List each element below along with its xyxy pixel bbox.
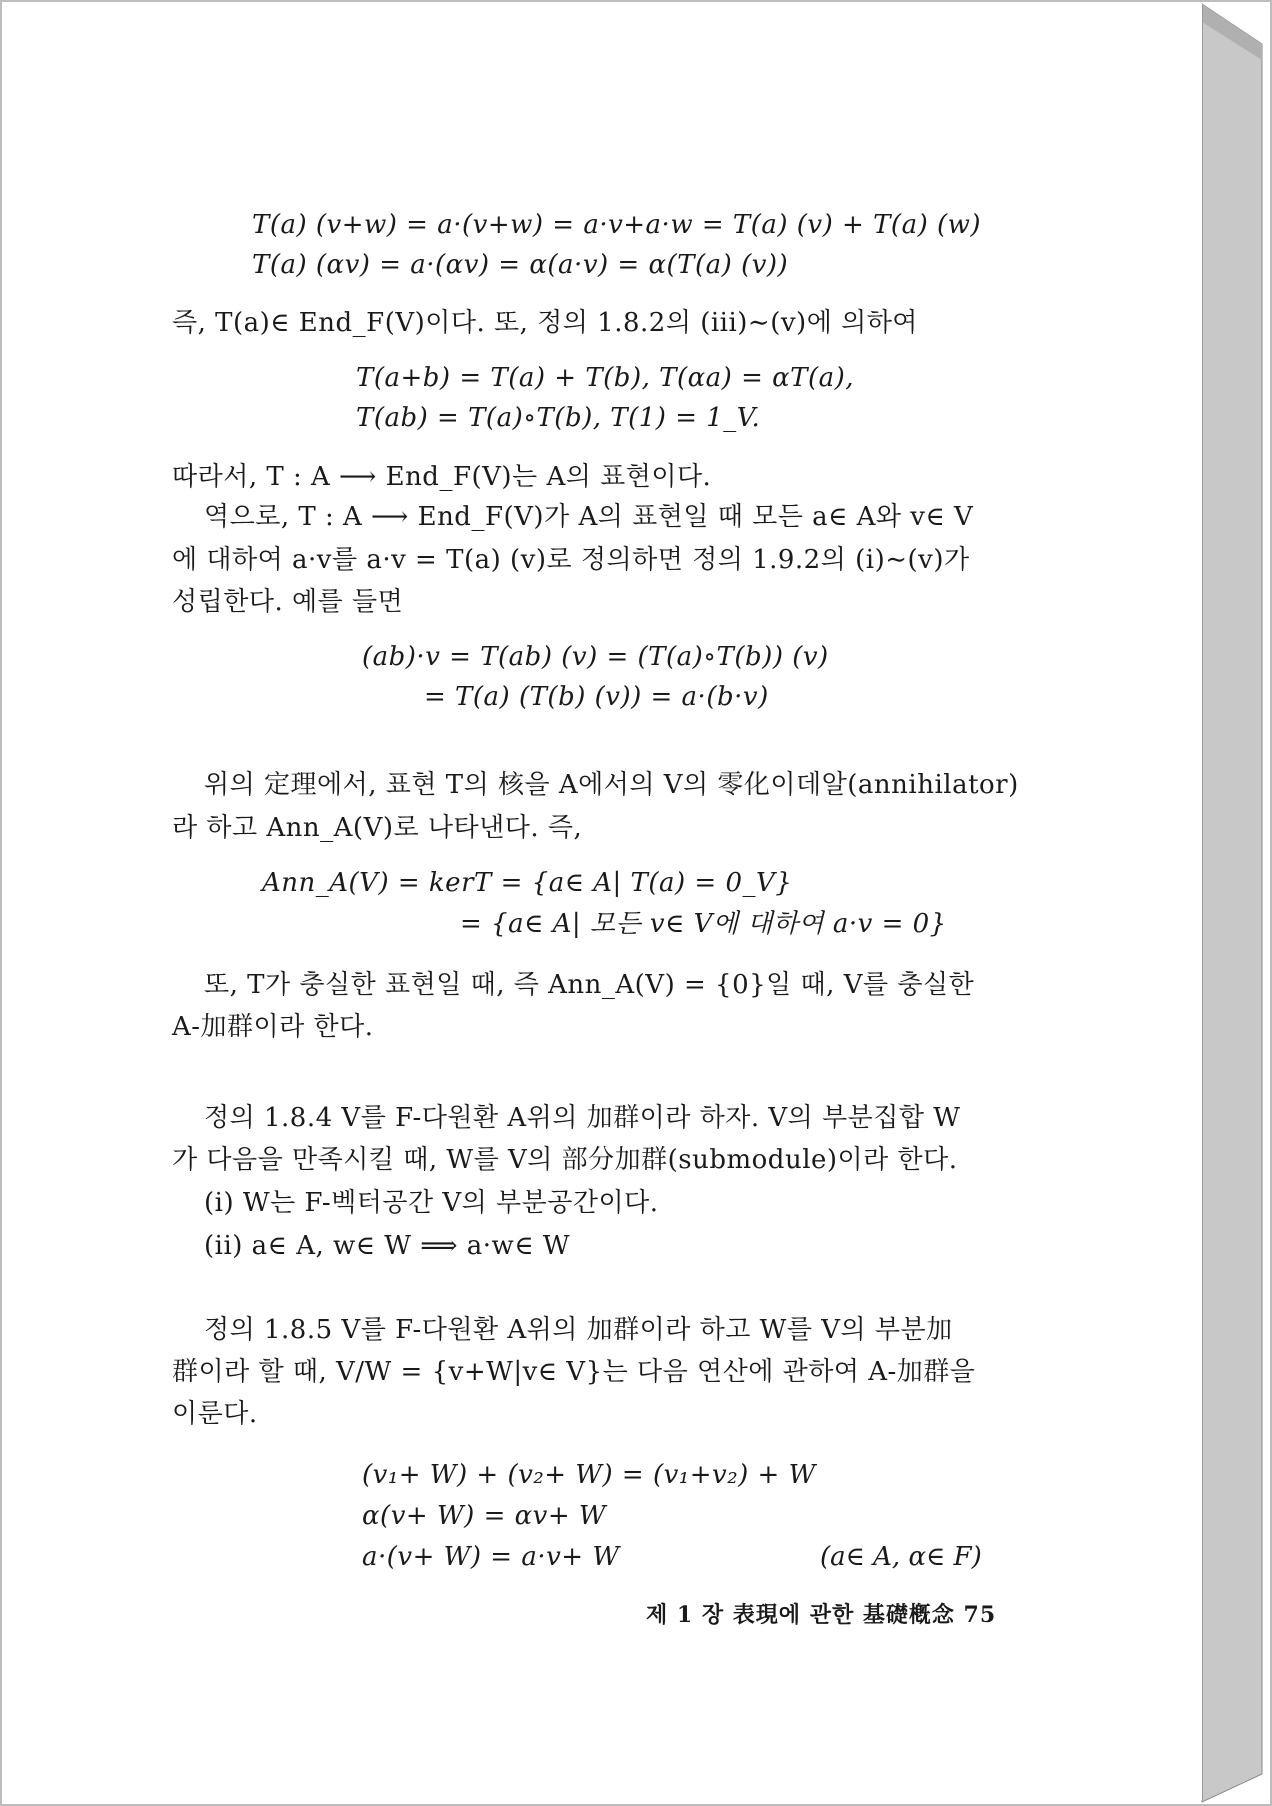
paragraph-line: 에 대하여 a·v를 a·v = T(a) (v)로 정의하면 정의 1.9.2의 (i)∼(v)가 (172, 545, 970, 575)
paragraph-line: 위의 定理에서, 표현 T의 核을 A에서의 V의 零化이데알(annihilator) (204, 770, 1019, 800)
equation-condition: (a∈ A, α∈ F) (820, 1542, 982, 1572)
equation-line: = {a∈ A| 모든 v∈ V에 대하여 a·v = 0} (460, 909, 947, 939)
equation-line: T(a) (v+w) = a·(v+w) = a·v+a·w = T(a) (v) + T(a) (w) (252, 210, 982, 240)
paragraph-line: 성립한다. 예를 들면 (172, 587, 404, 617)
paragraph-line: 群이라 할 때, V/W = {v+W|v∈ V}는 다음 연산에 관하여 A-加群을 (172, 1357, 976, 1387)
equation-line: T(a+b) = T(a) + T(b), T(αa) = αT(a), (356, 363, 855, 393)
paragraph-line: 따라서, T : A ⟶ End_F(V)는 A의 표현이다. (172, 462, 712, 492)
paragraph-line: 역으로, T : A ⟶ End_F(V)가 A의 표현일 때 모든 a∈ A와 v∈ V (204, 502, 974, 532)
equation-line: α(v+ W) = αv+ W (362, 1501, 607, 1531)
paragraph-line: A-加群이라 한다. (172, 1012, 374, 1042)
definition-heading-line: 정의 1.8.4 V를 F-다원환 A위의 加群이라 하자. V의 부분집합 W (204, 1103, 961, 1133)
definition-heading-line: 정의 1.8.5 V를 F-다원환 A위의 加群이라 하고 W를 V의 부분加 (204, 1315, 953, 1345)
equation-line: (v₁+ W) + (v₂+ W) = (v₁+v₂) + W (362, 1460, 816, 1490)
equation-line: T(a) (αv) = a·(αv) = α(a·v) = α(T(a) (v)) (252, 250, 789, 280)
equation-line: T(ab) = T(a)∘T(b), T(1) = 1_V. (356, 403, 761, 433)
paragraph-line: 즉, T(a)∈ End_F(V)이다. 또, 정의 1.8.2의 (iii)∼(v)에 의하여 (172, 308, 918, 338)
paragraph-line: 라 하고 Ann_A(V)로 나타낸다. 즉, (172, 813, 583, 843)
equation-line: Ann_A(V) = kerT = {a∈ A| T(a) = 0_V} (262, 868, 793, 898)
paragraph-line: 가 다음을 만족시킬 때, W를 V의 部分加群(submodule)이라 한다. (172, 1145, 958, 1175)
list-item: (i) W는 F-벡터공간 V의 부분공간이다. (204, 1188, 659, 1218)
page-footer: 제 1 장 表現에 관한 基礎槪念 75 (646, 1602, 997, 1628)
paragraph-line: 이룬다. (172, 1399, 258, 1429)
equation-line: a·(v+ W) = a·v+ W (362, 1542, 620, 1572)
equation-line: = T(a) (T(b) (v)) = a·(b·v) (424, 682, 769, 712)
paragraph-line: 또, T가 충실한 표현일 때, 즉 Ann_A(V) = {0}일 때, V를 충실한 (204, 970, 975, 1000)
book-page (4, 4, 1203, 1800)
list-item: (ii) a∈ A, w∈ W ⟹ a·w∈ W (204, 1231, 571, 1261)
equation-line: (ab)·v = T(ab) (v) = (T(a)∘T(b)) (v) (362, 642, 829, 672)
